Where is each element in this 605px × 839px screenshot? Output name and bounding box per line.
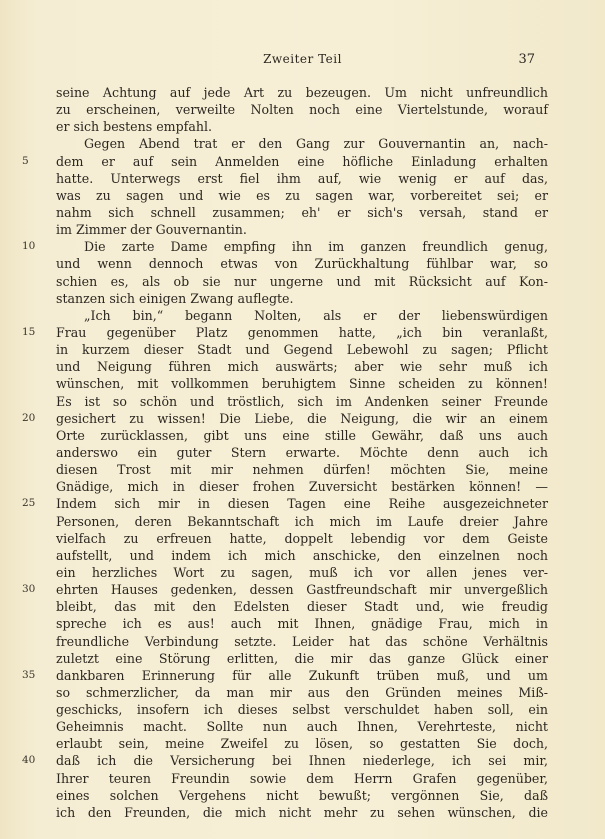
- text-line: [56, 564, 548, 581]
- line-text: er sich bestens empfahl.: [56, 119, 212, 135]
- text-line: [56, 273, 548, 290]
- text-line: [56, 118, 548, 135]
- text-line: [56, 701, 548, 718]
- text-line: [56, 650, 548, 667]
- running-title: Zweiter Teil: [263, 52, 342, 66]
- text-line: [56, 204, 548, 221]
- text-line: [56, 135, 548, 152]
- line-text: in kurzem dieser Stadt und Gegend Lebewohl zu sagen; Pflicht: [56, 342, 548, 358]
- text-line: [22, 153, 548, 170]
- line-text: schien es, als ob sie nur ungerne und mit Rücksicht auf Kon-: [56, 273, 548, 289]
- line-text: eines solchen Vergehens nicht bewußt; vergönnen Sie, daß: [56, 787, 548, 803]
- line-text: vielfach zu erfreuen hatte, doppelt lebendig vor dem Geiste: [56, 530, 548, 546]
- text-line: [56, 530, 548, 547]
- line-text: erlaubt sein, meine Zweifel zu lösen, so gestatten Sie doch,: [56, 736, 548, 752]
- line-text: freundliche Verbindung setzte. Leider hat das schöne Verhältnis: [56, 633, 548, 649]
- text-line: [56, 461, 548, 478]
- line-text: ein herzliches Wort zu sagen, muß ich vor allen jenes ver-: [56, 564, 548, 580]
- page-header: [0, 52, 605, 72]
- line-number: 20: [22, 411, 36, 424]
- line-text: zuletzt eine Störung erlitten, die mir das ganze Glück einer: [56, 650, 548, 666]
- text-line: [56, 684, 548, 701]
- line-text: anderswo ein guter Stern erwarte. Möchte denn auch ich: [56, 444, 548, 460]
- text-line: [22, 495, 548, 512]
- line-text: bleibt, das mit den Edelsten dieser Stadt und, wie freudig: [56, 599, 548, 615]
- line-text: aufstellt, und indem ich mich anschicke, den einzelnen noch: [56, 547, 548, 563]
- line-text: diesen Trost mit mir nehmen dürfen! möchten Sie, meine: [56, 462, 548, 478]
- text-line: [56, 478, 548, 495]
- text-body: [22, 84, 548, 821]
- text-line: [56, 393, 548, 410]
- text-line: [56, 255, 548, 272]
- text-line: [56, 615, 548, 632]
- text-line: [56, 358, 548, 375]
- text-line: [56, 187, 548, 204]
- line-text: ich den Freunden, die mich nicht mehr zu sehen wünschen, die: [56, 804, 548, 820]
- line-text: Es ist so schön und tröstlich, sich im Andenken seiner Freunde: [56, 393, 548, 409]
- line-text: Frau gegenüber Platz genommen hatte, „ich bin veranlaßt,: [56, 324, 548, 340]
- text-line: [56, 770, 548, 787]
- text-line: [56, 101, 548, 118]
- text-line: [22, 752, 548, 769]
- text-line: [56, 547, 548, 564]
- text-line: [56, 598, 548, 615]
- line-text: gesichert zu wissen! Die Liebe, die Neigung, die wir an einem: [56, 410, 548, 426]
- line-text: und Neigung führen mich auswärts; aber wie sehr muß ich: [56, 359, 548, 375]
- line-text: ehrten Hauses gedenken, dessen Gastfreundschaft mir unvergeßlich: [56, 582, 548, 598]
- line-text: zu erscheinen, verweilte Nolten noch eine Viertelstunde, worauf: [56, 102, 548, 118]
- text-line: [56, 375, 548, 392]
- line-number: 40: [22, 754, 36, 767]
- line-text: dankbaren Erinnerung für alle Zukunft trüben muß, und um: [56, 667, 548, 683]
- line-number: 15: [22, 325, 36, 338]
- text-line: [56, 633, 548, 650]
- text-line: [56, 787, 548, 804]
- line-text: geschicks, insofern ich dieses selbst verschuldet haben soll, ein: [56, 702, 548, 718]
- line-text: dem er auf sein Anmelden eine höfliche Einladung erhalten: [56, 153, 548, 169]
- line-text: seine Achtung auf jede Art zu bezeugen. Um nicht unfreundlich: [56, 85, 548, 100]
- line-number: 5: [22, 154, 29, 167]
- line-text: „Ich bin,“ begann Nolten, als er der liebenswürdigen: [84, 307, 548, 323]
- line-text: nahm sich schnell zusammen; eh' er sich's versah, stand er: [56, 204, 548, 220]
- text-line: [56, 84, 548, 101]
- line-text: Geheimnis macht. Sollte nun auch Ihnen, Verehrteste, nicht: [56, 719, 548, 735]
- line-text: Gegen Abend trat er den Gang zur Gouvernantin an, nach-: [84, 136, 548, 152]
- text-line: [22, 581, 548, 598]
- line-text: so schmerzlicher, da man mir aus den Gründen meines Miß-: [56, 684, 548, 700]
- text-line: [22, 410, 548, 427]
- line-text: hatte. Unterwegs erst fiel ihm auf, wie wenig er auf das,: [56, 170, 548, 186]
- line-text: Ihrer teuren Freundin sowie dem Herrn Grafen gegenüber,: [56, 770, 548, 786]
- line-text: spreche ich es aus! auch mit Ihnen, gnädige Frau, mich in: [56, 616, 548, 632]
- text-line: [56, 427, 548, 444]
- line-text: wünschen, mit vollkommen beruhigtem Sinne scheiden zu können!: [56, 376, 548, 392]
- text-line: [22, 238, 548, 255]
- text-line: [56, 307, 548, 324]
- line-text: Orte zurücklassen, gibt uns eine stille Gewähr, daß uns auch: [56, 427, 548, 443]
- line-text: daß ich die Versicherung bei Ihnen niederlege, ich sei mir,: [56, 753, 548, 769]
- text-line: [56, 444, 548, 461]
- line-text: im Zimmer der Gouvernantin.: [56, 222, 247, 238]
- line-number: 35: [22, 668, 36, 681]
- line-number: 10: [22, 240, 36, 253]
- line-text: stanzen sich einigen Zwang auflegte.: [56, 290, 294, 306]
- text-line: [56, 513, 548, 530]
- line-text: und wenn dennoch etwas von Zurückhaltung fühlbar war, so: [56, 256, 548, 272]
- text-line: [56, 221, 548, 238]
- text-line: [56, 341, 548, 358]
- text-line: [56, 735, 548, 752]
- line-text: Personen, deren Bekanntschaft ich mich im Laufe dreier Jahre: [56, 513, 548, 529]
- text-line: [56, 804, 548, 821]
- line-number: 25: [22, 497, 36, 510]
- line-text: was zu sagen und wie es zu sagen war, vorbereitet sei; er: [56, 187, 548, 203]
- line-number: 30: [22, 583, 36, 596]
- text-line: [56, 170, 548, 187]
- text-line: [56, 718, 548, 735]
- line-text: Gnädige, mich in dieser frohen Zuversicht bestärken können! —: [56, 479, 548, 495]
- text-line: [22, 324, 548, 341]
- line-text: Die zarte Dame empfing ihn im ganzen freundlich genug,: [84, 239, 548, 255]
- page-number: 37: [518, 52, 535, 67]
- text-line: [56, 290, 548, 307]
- text-line: [22, 667, 548, 684]
- line-text: Indem sich mir in diesen Tagen eine Reihe ausgezeichneter: [56, 496, 548, 512]
